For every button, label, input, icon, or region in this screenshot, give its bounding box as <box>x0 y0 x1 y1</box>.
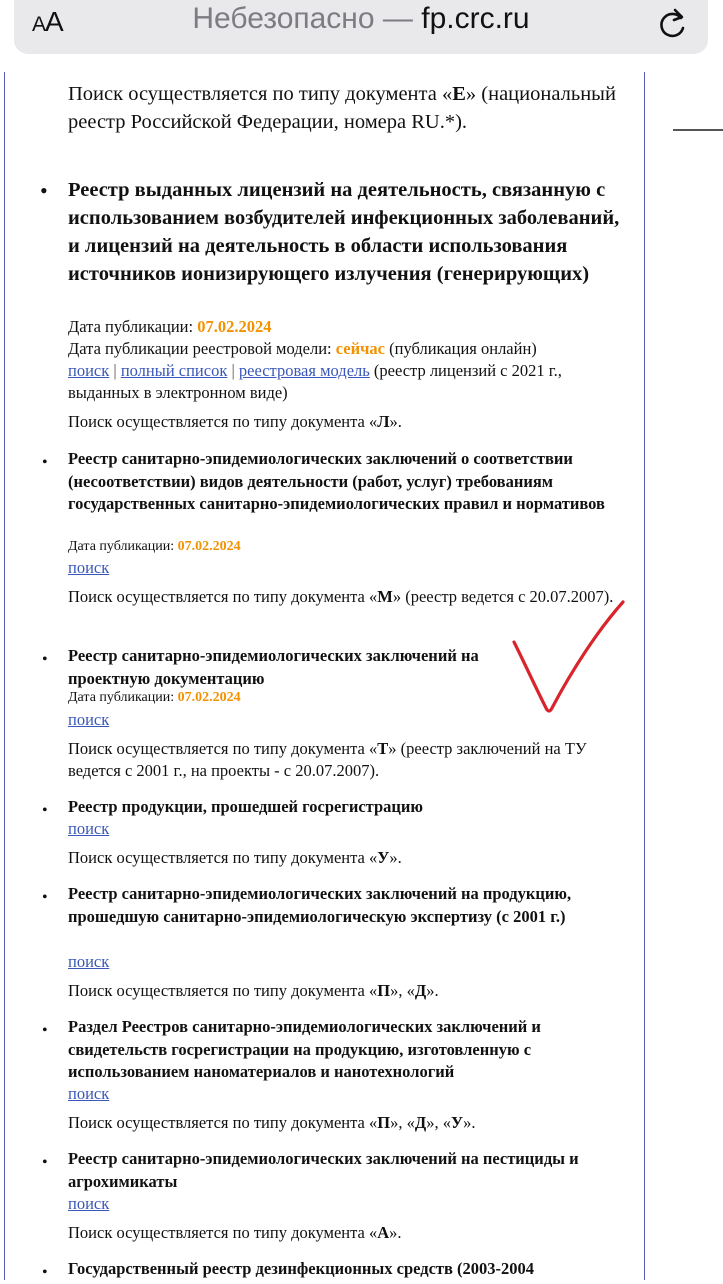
search-note: Поиск осуществляется по типу документа «П», «Д». <box>68 981 439 1000</box>
registry-links <box>68 951 628 973</box>
list-bullet: • <box>42 802 48 819</box>
search-link[interactable]: поиск <box>68 558 110 577</box>
search-link[interactable]: поиск <box>68 1194 110 1213</box>
list-bullet: • <box>42 651 48 668</box>
registry-title: Реестр выданных лицензий на деятельность, связанную с использованием возбудителей инфекционных заболеваний, и лицензий на деятельность в области использования источников ионизирующего излучения (генерирующих) <box>68 179 620 285</box>
page-frame-left <box>4 72 5 1280</box>
list-bullet: • <box>42 1154 48 1171</box>
registry-links: поиск | полный список | реестровая модель (реестр лицензий с 2021 г., выданных в электронном виде) <box>68 361 562 402</box>
registry-title: Раздел Реестров санитарно-эпидемиологических заключений и свидетельств госрегистрации на продукцию, изготовленную с использованием наноматериалов и нанотехнологий <box>68 1017 541 1081</box>
search-note: Поиск осуществляется по типу документа «Т» (реестр заключений на ТУ ведется с 2001 г., на проекты - с 20.07.2007). <box>68 739 587 780</box>
search-note: Поиск осуществляется по типу документа «Л». <box>68 412 402 431</box>
address-bar[interactable] <box>14 0 708 54</box>
insecure-label: Небезопасно — <box>192 2 413 35</box>
registry-title: Реестр санитарно-эпидемиологических заключений на пестициды и агрохимикаты <box>68 1149 579 1191</box>
full-list-link[interactable]: полный список <box>120 361 228 380</box>
search-note: Поиск осуществляется по типу документа «А». <box>68 1223 402 1242</box>
search-note: Поиск осуществляется по типу документа «М» (реестр ведется с 20.07.2007). <box>68 587 614 606</box>
list-bullet: • <box>42 454 48 471</box>
reload-icon[interactable] <box>654 4 690 44</box>
registry-title: Государственный реестр дезинфекционных средств (2003-2004 <box>68 1259 535 1278</box>
registry-title: Реестр санитарно-эпидемиологических заключений о соответствии (несоответствии) видов деятельности (работ, услуг) требованиям государственных санитарно-эпидемиологических правил и нормативов <box>68 449 605 513</box>
publication-date: Дата публикации: 07.02.2024 <box>68 690 241 705</box>
search-note: Поиск осуществляется по типу документа «П», «Д», «У». <box>68 1113 476 1132</box>
publication-date: Дата публикации: 07.02.2024 <box>68 317 272 336</box>
url-field[interactable] <box>14 2 708 36</box>
publication-date: Дата публикации: 07.02.2024 <box>68 539 241 554</box>
intro-search-note: Поиск осуществляется по типу документа «Е» (национальный реестр Российской Федерации, номера RU.*). <box>68 83 616 133</box>
registry-links <box>68 818 628 840</box>
check-mark-annotation-icon <box>510 600 630 716</box>
registry-title: Реестр санитарно-эпидемиологических заключений на продукцию, прошедшую санитарно-эпидемиологическую экспертизу (с 2001 г.) <box>68 884 572 926</box>
url-domain: fp.crc.ru <box>421 2 530 35</box>
list-bullet: • <box>40 178 48 203</box>
model-publication-date: Дата публикации реестровой модели: сейчас (публикация онлайн) <box>68 339 537 358</box>
registry-title: Реестр санитарно-эпидемиологических заключений на проектную документацию <box>68 646 479 688</box>
side-divider <box>673 129 723 131</box>
registry-links <box>68 557 628 579</box>
search-link[interactable]: поиск <box>68 710 110 729</box>
registry-links <box>68 1083 628 1105</box>
search-link[interactable]: поиск <box>68 1084 110 1103</box>
registry-model-link[interactable]: реестровая модель <box>238 361 370 380</box>
browser-toolbar <box>0 0 723 72</box>
list-bullet: • <box>42 1264 48 1281</box>
list-bullet: • <box>42 889 48 906</box>
search-link[interactable]: поиск <box>68 819 110 838</box>
search-note: Поиск осуществляется по типу документа «У». <box>68 848 402 867</box>
search-link[interactable]: поиск <box>68 361 110 380</box>
registry-title: Реестр продукции, прошедшей госрегистрацию <box>68 797 424 816</box>
registry-links <box>68 1193 628 1215</box>
list-bullet: • <box>42 1022 48 1039</box>
search-link[interactable]: поиск <box>68 952 110 971</box>
text-size-button[interactable]: AA <box>32 6 63 37</box>
page-frame-right <box>644 72 645 1280</box>
